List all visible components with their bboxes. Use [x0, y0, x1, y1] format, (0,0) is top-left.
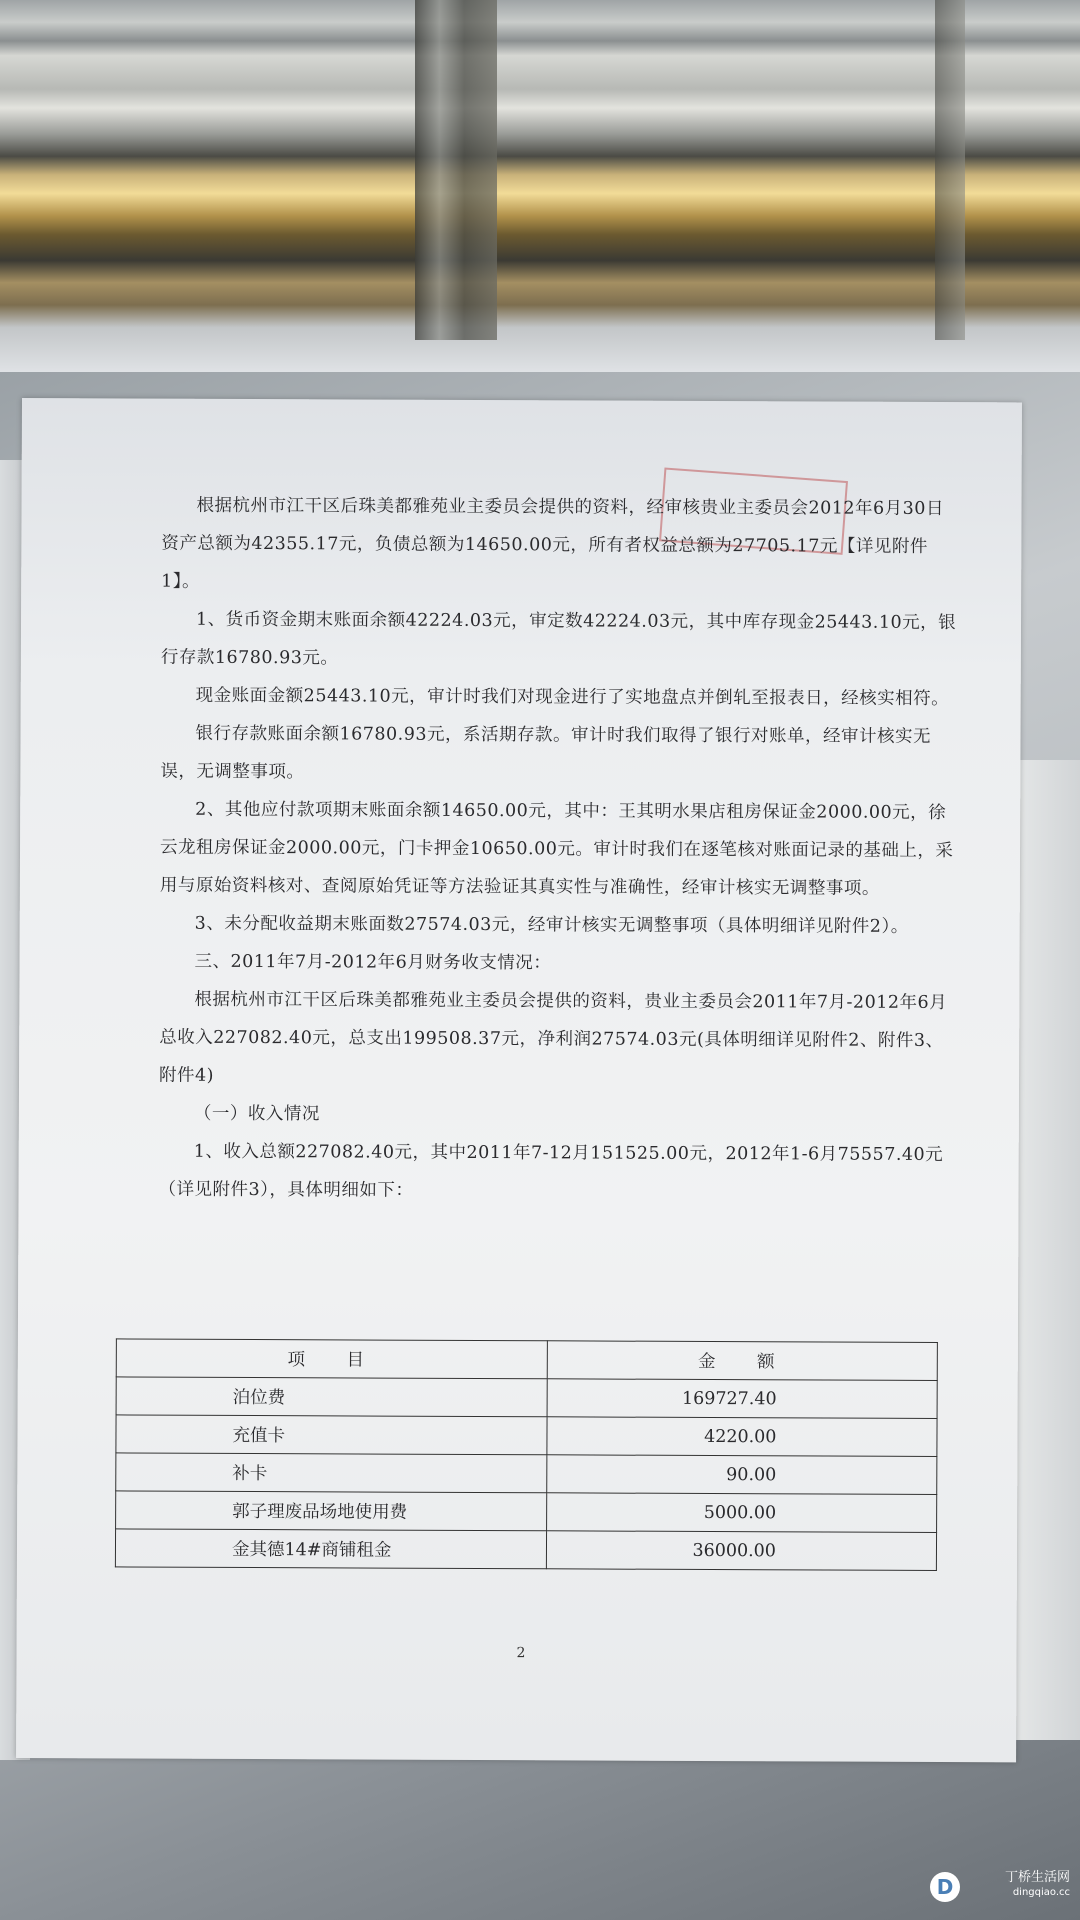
column-header-item: 项 目: [116, 1339, 547, 1379]
income-item: 郭子理废品场地使用费: [116, 1491, 547, 1531]
income-amount: 169727.40: [547, 1379, 937, 1419]
table-row: [115, 1529, 936, 1571]
table-row: [116, 1377, 937, 1419]
watermark-site-name: 丁桥生活网: [1004, 1870, 1070, 1885]
income-amount: 5000.00: [547, 1493, 937, 1533]
table-row: [116, 1453, 937, 1495]
income-amount: 36000.00: [546, 1531, 936, 1571]
watermark-url: dingqiao.cc: [1012, 1887, 1070, 1898]
bank-paragraph: 银行存款账面余额16780.93元，系活期存款。审计时我们取得了银行对账单，经审计核实无误，无调整事项。: [160, 723, 932, 783]
table-row: [116, 1415, 937, 1457]
table-row: [116, 1491, 937, 1533]
income-heading: （一）收入情况: [193, 1103, 320, 1125]
site-watermark: [930, 1870, 1070, 1906]
income-table: [115, 1338, 938, 1571]
site-logo-icon: D: [930, 1872, 960, 1902]
income-summary: 1、收入总额227082.40元，其中2011年7-12月151525.00元，2012年1-6月75557.40元（详见附件3），具体明细如下：: [158, 1141, 944, 1201]
document-body: [158, 487, 961, 1212]
income-amount: 4220.00: [547, 1417, 937, 1457]
cash-paragraph: 现金账面金额25443.10元，审计时我们对现金进行了实地盘点并倒轧至报表日，经核实相符。: [195, 685, 950, 710]
item-1-paragraph: 1、货币资金期末账面余额42224.03元，审定数42224.03元，其中库存现金25443.10元，银行存款16780.93元。: [160, 609, 957, 669]
posted-document: [16, 398, 1022, 1762]
income-item: 金其德14#商铺租金: [115, 1529, 546, 1569]
page-number: 2: [516, 1645, 526, 1662]
income-item: 补卡: [116, 1453, 547, 1493]
section-3-heading: 三、2011年7月-2012年6月财务收支情况：: [194, 951, 552, 974]
income-amount: 90.00: [547, 1455, 937, 1495]
column-header-amount: 金 额: [547, 1341, 937, 1381]
section-3-body: 根据杭州市江干区后珠美都雅苑业主委员会提供的资料，贵业主委员会2011年7月-2012年6月总收入227082.40元，总支出199508.37元，净利润27574.03元(具体明细详见附件2、附件3、附件4): [159, 989, 948, 1086]
item-2-paragraph: 2、其他应付款项期末账面余额14650.00元，其中：王其明水果店租房保证金2000.00元，徐云龙租房保证金2000.00元，门卡押金10650.00元。审计时我们在逐笔核对账面记录的基础上，采用与原始资料核对、查阅原始凭证等方法验证其真实性与准确性，经审计核实无调整事项。: [159, 799, 954, 899]
frame-mullion: [415, 0, 497, 340]
frame-mullion: [935, 0, 965, 340]
income-item: 泊位费: [116, 1377, 547, 1417]
table-header-row: [116, 1339, 937, 1381]
window-frame: [0, 0, 1080, 372]
income-item: 充值卡: [116, 1415, 547, 1455]
item-3-paragraph: 3、未分配收益期末账面数27574.03元，经审计核实无调整事项（具体明细详见附件2）。: [194, 913, 909, 937]
intro-paragraph: 根据杭州市江干区后珠美都雅苑业主委员会提供的资料，经审核贵业主委员会2012年6月30日资产总额为42355.17元，负债总额为14650.00元，所有者权益总额为27705.17元【详见附件1】。: [161, 495, 945, 592]
